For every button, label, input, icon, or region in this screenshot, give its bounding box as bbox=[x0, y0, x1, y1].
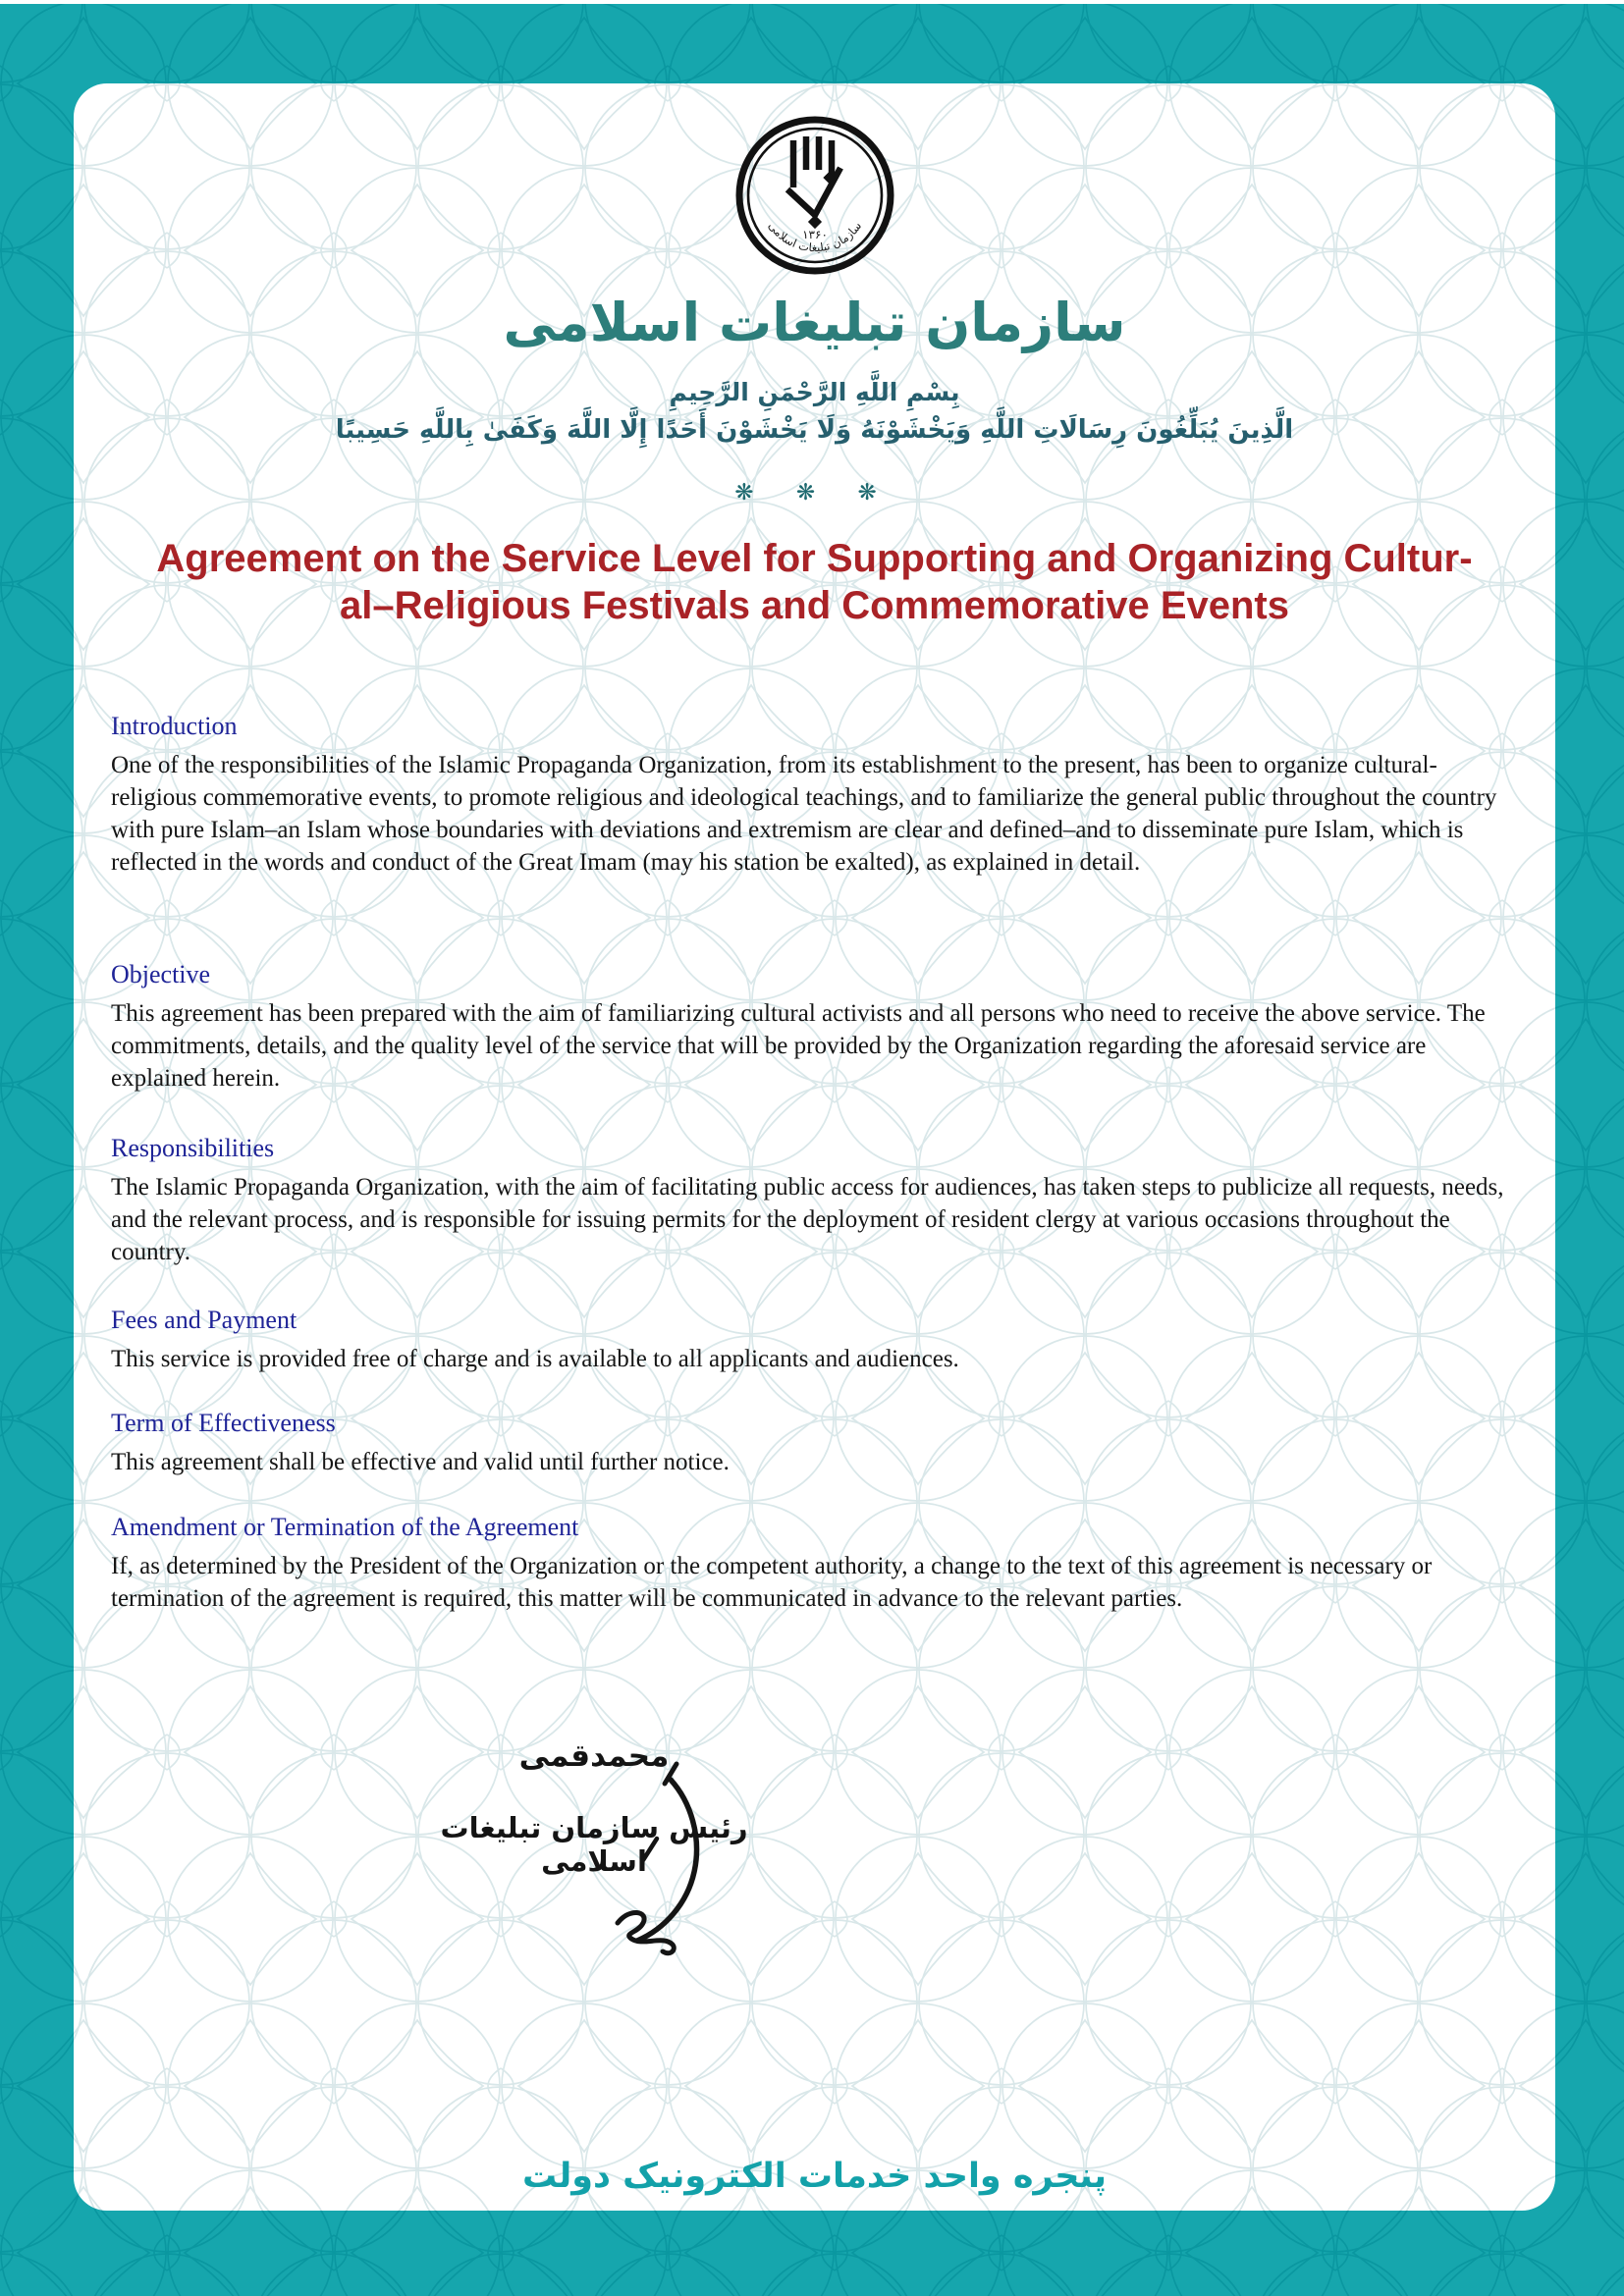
section-heading: Introduction bbox=[111, 712, 238, 740]
quran-verse-line: الَّذِينَ يُبَلِّغُونَ رِسَالَاتِ اللَّهِ وَيَخْشَوْنَهُ وَلَا يَخْشَوْنَ أَحَدًا إِلَّا اللَّهَ وَكَفَىٰ بِاللَّهِ حَسِيبًا bbox=[335, 415, 1294, 445]
section-heading: Fees and Payment bbox=[111, 1306, 298, 1334]
section-body: This agreement shall be effective and valid until further notice. bbox=[111, 1449, 730, 1475]
bismillah-line: بِسْمِ اللَّهِ الرَّحْمَنِ الرَّحِيمِ bbox=[669, 378, 960, 406]
section-heading: Amendment or Termination of the Agreement bbox=[111, 1513, 579, 1541]
signatory-name: محمدقمی bbox=[518, 1738, 670, 1774]
section-responsibilities bbox=[111, 1134, 1507, 1268]
emblem-year: ۱۳۶۰ bbox=[801, 228, 828, 241]
section-body: If, as determined by the President of the Organization or the competent authority, a change to the text of this agreement is necessary or termination of the agreement is required, this matter will be communicated in advance to the relevant parties. bbox=[111, 1553, 1433, 1612]
organization-calligraphy: سازمان تبلیغات اسلامی bbox=[503, 292, 1126, 353]
organization-emblem-logo bbox=[729, 105, 901, 288]
star-divider-icon: ❋ ❋ ❋ bbox=[734, 480, 894, 506]
document-title-line2: al–Religious Festivals and Commemorative Events bbox=[339, 584, 1289, 627]
section-body: This agreement has been prepared with the aim of familiarizing cultural activists and all persons who need to receive the above service. The commitments, details, and the quality level of the service that will be provided by the Organization regarding the aforesaid service are explained herein. bbox=[111, 1000, 1486, 1092]
emblem-ring-text: سازمان تبلیغات اسلامی bbox=[765, 219, 864, 255]
document-title bbox=[74, 535, 1555, 629]
section-body: One of the responsibilities of the Islamic Propaganda Organization, from its establishment to the present, has been to organize cultural-religious commemorative events, to promote religious and ideological teachings, and to familiarize the general public throughout the country with pure Islam–an Islam whose boundaries with deviations and extremism are clear and defined–and to disseminate pure Islam, which is reflected in the words and conduct of the Great Imam (may his station be exalted), as explained in detail. bbox=[111, 752, 1497, 876]
section-term-of-effectiveness bbox=[111, 1409, 1507, 1478]
signatory-title: رئیس سازمان تبلیغات اسلامی bbox=[440, 1811, 748, 1878]
handwritten-signature-icon bbox=[612, 1754, 720, 1970]
section-introduction bbox=[111, 712, 1507, 879]
section-fees-and-payment bbox=[111, 1306, 1507, 1375]
section-heading: Term of Effectiveness bbox=[111, 1409, 336, 1437]
signature-block bbox=[398, 1738, 790, 1878]
document-card bbox=[74, 83, 1555, 2211]
section-heading: Objective bbox=[111, 960, 211, 988]
document-title-line1: Agreement on the Service Level for Supporting and Organizing Cultur- bbox=[156, 537, 1473, 580]
section-objective bbox=[111, 960, 1507, 1095]
section-heading: Responsibilities bbox=[111, 1134, 275, 1162]
section-body: This service is provided free of charge and is available to all applicants and audiences. bbox=[111, 1346, 959, 1372]
section-amendment-or-termination bbox=[111, 1513, 1507, 1615]
section-body: The Islamic Propaganda Organization, with the aim of facilitating public access for audiences, has taken steps to publicize all requests, needs, and the relevant process, and is responsible for issuing permits for the deployment of resident clergy at various occasions throughout the country. bbox=[111, 1174, 1504, 1265]
footer-egov-text: پنجره واحد خدمات الکترونیک دولت bbox=[522, 2157, 1107, 2196]
allah-calligraphy-icon bbox=[787, 136, 840, 215]
